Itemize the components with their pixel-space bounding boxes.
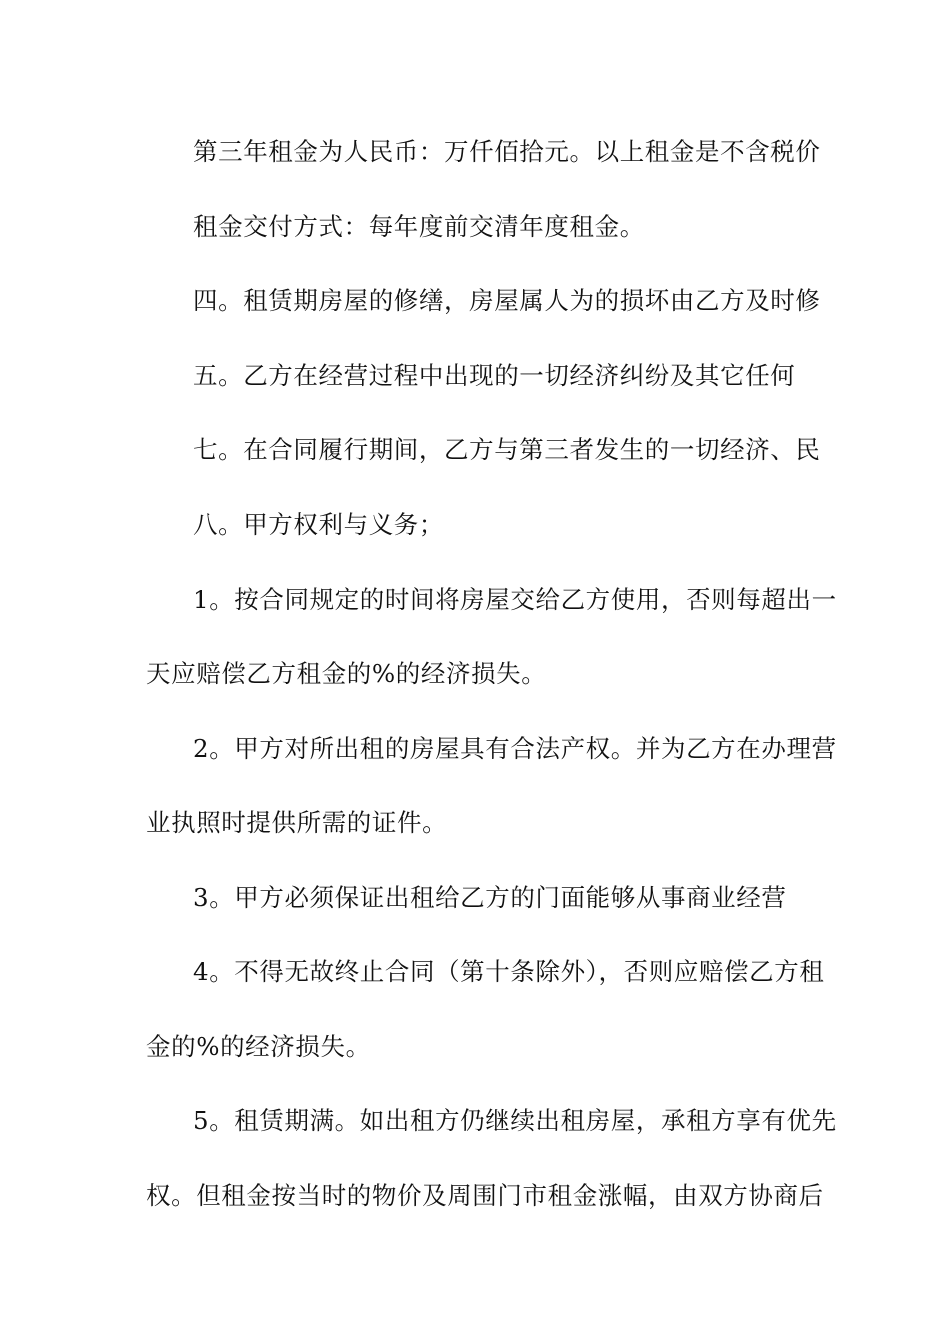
paragraph-line-11: 3。甲方必须保证出租给乙方的门面能够从事商业经营 (193, 883, 787, 912)
paragraph-line-2: 租金交付方式：每年度前交清年度租金。 (193, 212, 645, 241)
paragraph-line-7: 1。按合同规定的时间将房屋交给乙方使用，否则每超出一 (193, 585, 837, 614)
paragraph-line-13: 金的%的经济损失。 (146, 1032, 371, 1061)
paragraph-line-5: 七。在合同履行期间，乙方与第三者发生的一切经济、民 (193, 435, 821, 464)
paragraph-line-15: 权。但租金按当时的物价及周围门市租金涨幅，由双方协商后 (146, 1181, 824, 1210)
paragraph-line-1: 第三年租金为人民币：万仟佰拾元。以上租金是不含税价 (193, 137, 821, 166)
paragraph-line-9: 2。甲方对所出租的房屋具有合法产权。并为乙方在办理营 (193, 734, 837, 763)
paragraph-line-6: 八。甲方权利与义务； (193, 510, 444, 539)
paragraph-line-3: 四。租赁期房屋的修缮，房屋属人为的损坏由乙方及时修 (193, 286, 821, 315)
paragraph-line-10: 业执照时提供所需的证件。 (146, 808, 448, 837)
paragraph-line-4: 五。乙方在经营过程中出现的一切经济纠纷及其它任何 (193, 361, 796, 390)
paragraph-line-14: 5。租赁期满。如出租方仍继续出租房屋，承租方享有优先 (193, 1106, 837, 1135)
paragraph-line-8: 天应赔偿乙方租金的%的经济损失。 (146, 659, 547, 688)
paragraph-line-12: 4。不得无故终止合同（第十条除外），否则应赔偿乙方租 (193, 957, 825, 986)
